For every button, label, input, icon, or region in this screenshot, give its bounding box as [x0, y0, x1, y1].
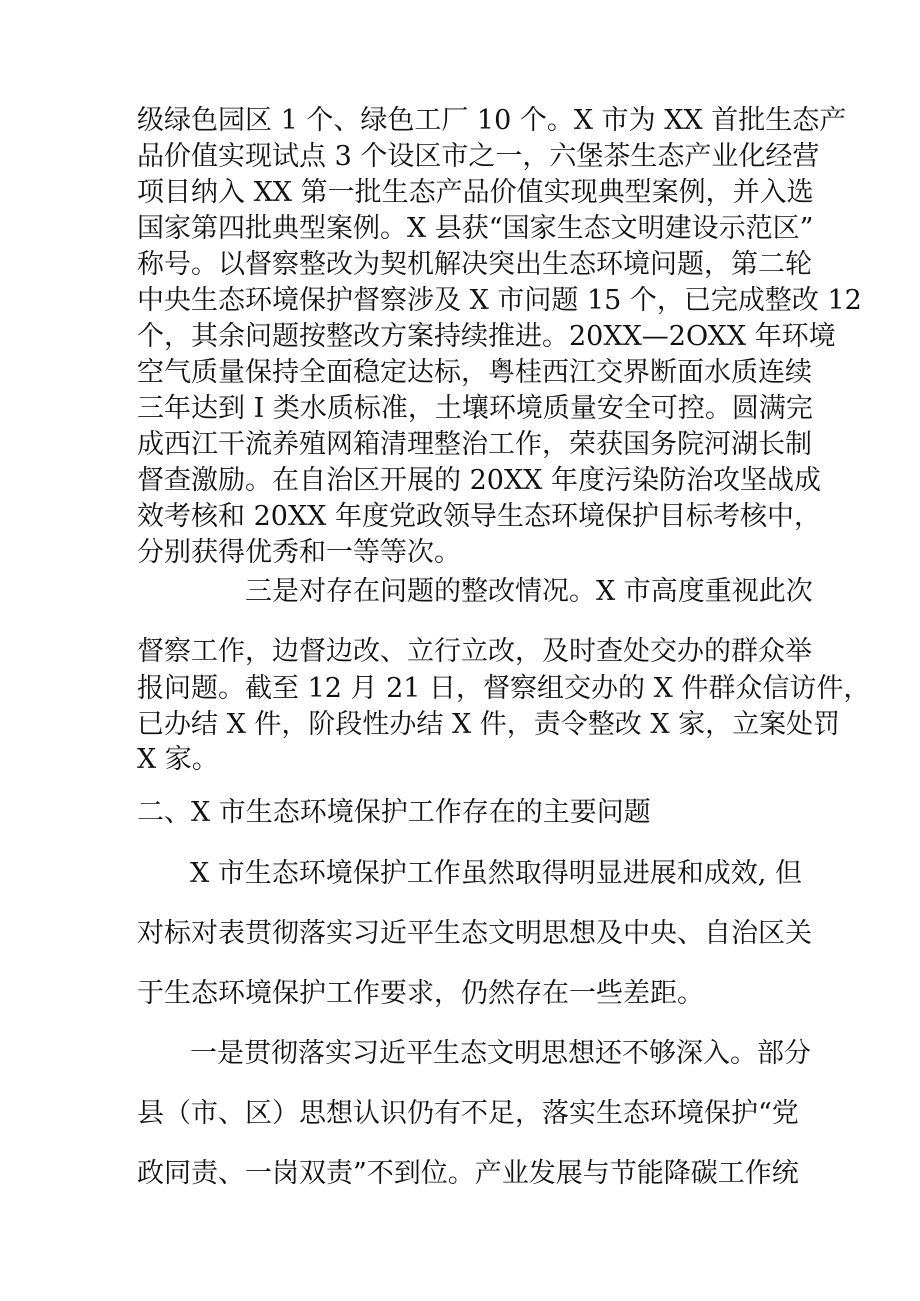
paragraph-1-line: 分别获得优秀和一等等次。	[137, 537, 461, 568]
paragraph-3-line: 对标对表贯彻落实习近平生态文明思想及中央、自治区关	[137, 918, 812, 949]
paragraph-1-line: 督查激励。在自治区开展的 20XX 年度污染防治攻坚战成	[137, 465, 821, 496]
paragraph-1-line: 级绿色园区 1 个、绿色工厂 10 个。X 市为 XX 首批生态产	[137, 105, 847, 136]
paragraph-1-line: 三年达到 I 类水质标准，土壤环境质量安全可控。圆满完	[137, 393, 813, 424]
paragraph-4-line: 一是贯彻落实习近平生态文明思想还不够深入。部分	[190, 1038, 811, 1069]
section-heading: 二、X 市生态环境保护工作存在的主要问题	[137, 797, 651, 828]
paragraph-3-line: 于生态环境保护工作要求，仍然存在一些差距。	[137, 978, 704, 1009]
paragraph-1-line: 个，其余问题按整改方案持续推进。20XX—2OXX 年环境	[137, 321, 836, 352]
paragraph-1-line: 成西江干流养殖网箱清理整治工作，荣获国务院河湖长制	[137, 429, 812, 460]
paragraph-1-line: 空气质量保持全面稳定达标，粤桂西江交界断面水质连续	[137, 357, 812, 388]
paragraph-2-line: 三是对存在问题的整改情况。X 市高度重视此次	[245, 576, 813, 607]
paragraph-4-line: 政同责、一岗双责”不到位。产业发展与节能降碳工作统	[137, 1158, 799, 1189]
paragraph-1-line: 称号。以督察整改为契机解决突出生态环境问题，第二轮	[137, 249, 812, 280]
paragraph-2-line: 报问题。截至 12 月 21 日，督察组交办的 X 件群众信访件，	[137, 673, 871, 704]
paragraph-1-line: 中央生态环境保护督察涉及 X 市问题 15 个，已完成整改 12	[137, 285, 862, 316]
paragraph-4-line: 县（市、区）思想认识仍有不足，落实生态环境保护“党	[137, 1098, 799, 1129]
paragraph-2-line: 督察工作，边督边改、立行立改，及时查处交办的群众举	[137, 636, 812, 667]
paragraph-1-line: 国家第四批典型案例。X 县获“国家生态文明建设示范区”	[137, 213, 814, 244]
paragraph-2-line: X 家。	[137, 744, 219, 775]
paragraph-3-line: X 市生态环境保护工作虽然取得明显进展和成效, 但	[190, 858, 802, 889]
paragraph-1-line: 效考核和 20XX 年度党政领导生态环境保护目标考核中，	[137, 501, 821, 532]
paragraph-2-line: 已办结 X 件，阶段性办结 X 件，责令整改 X 家，立案处罚	[137, 709, 841, 740]
paragraph-1-line: 品价值实现试点 3 个设区市之一，六堡茶生态产业化经营	[137, 141, 820, 172]
paragraph-1-line: 项目纳入 XX 第一批生态产品价值实现典型案例，并入选	[137, 177, 814, 208]
